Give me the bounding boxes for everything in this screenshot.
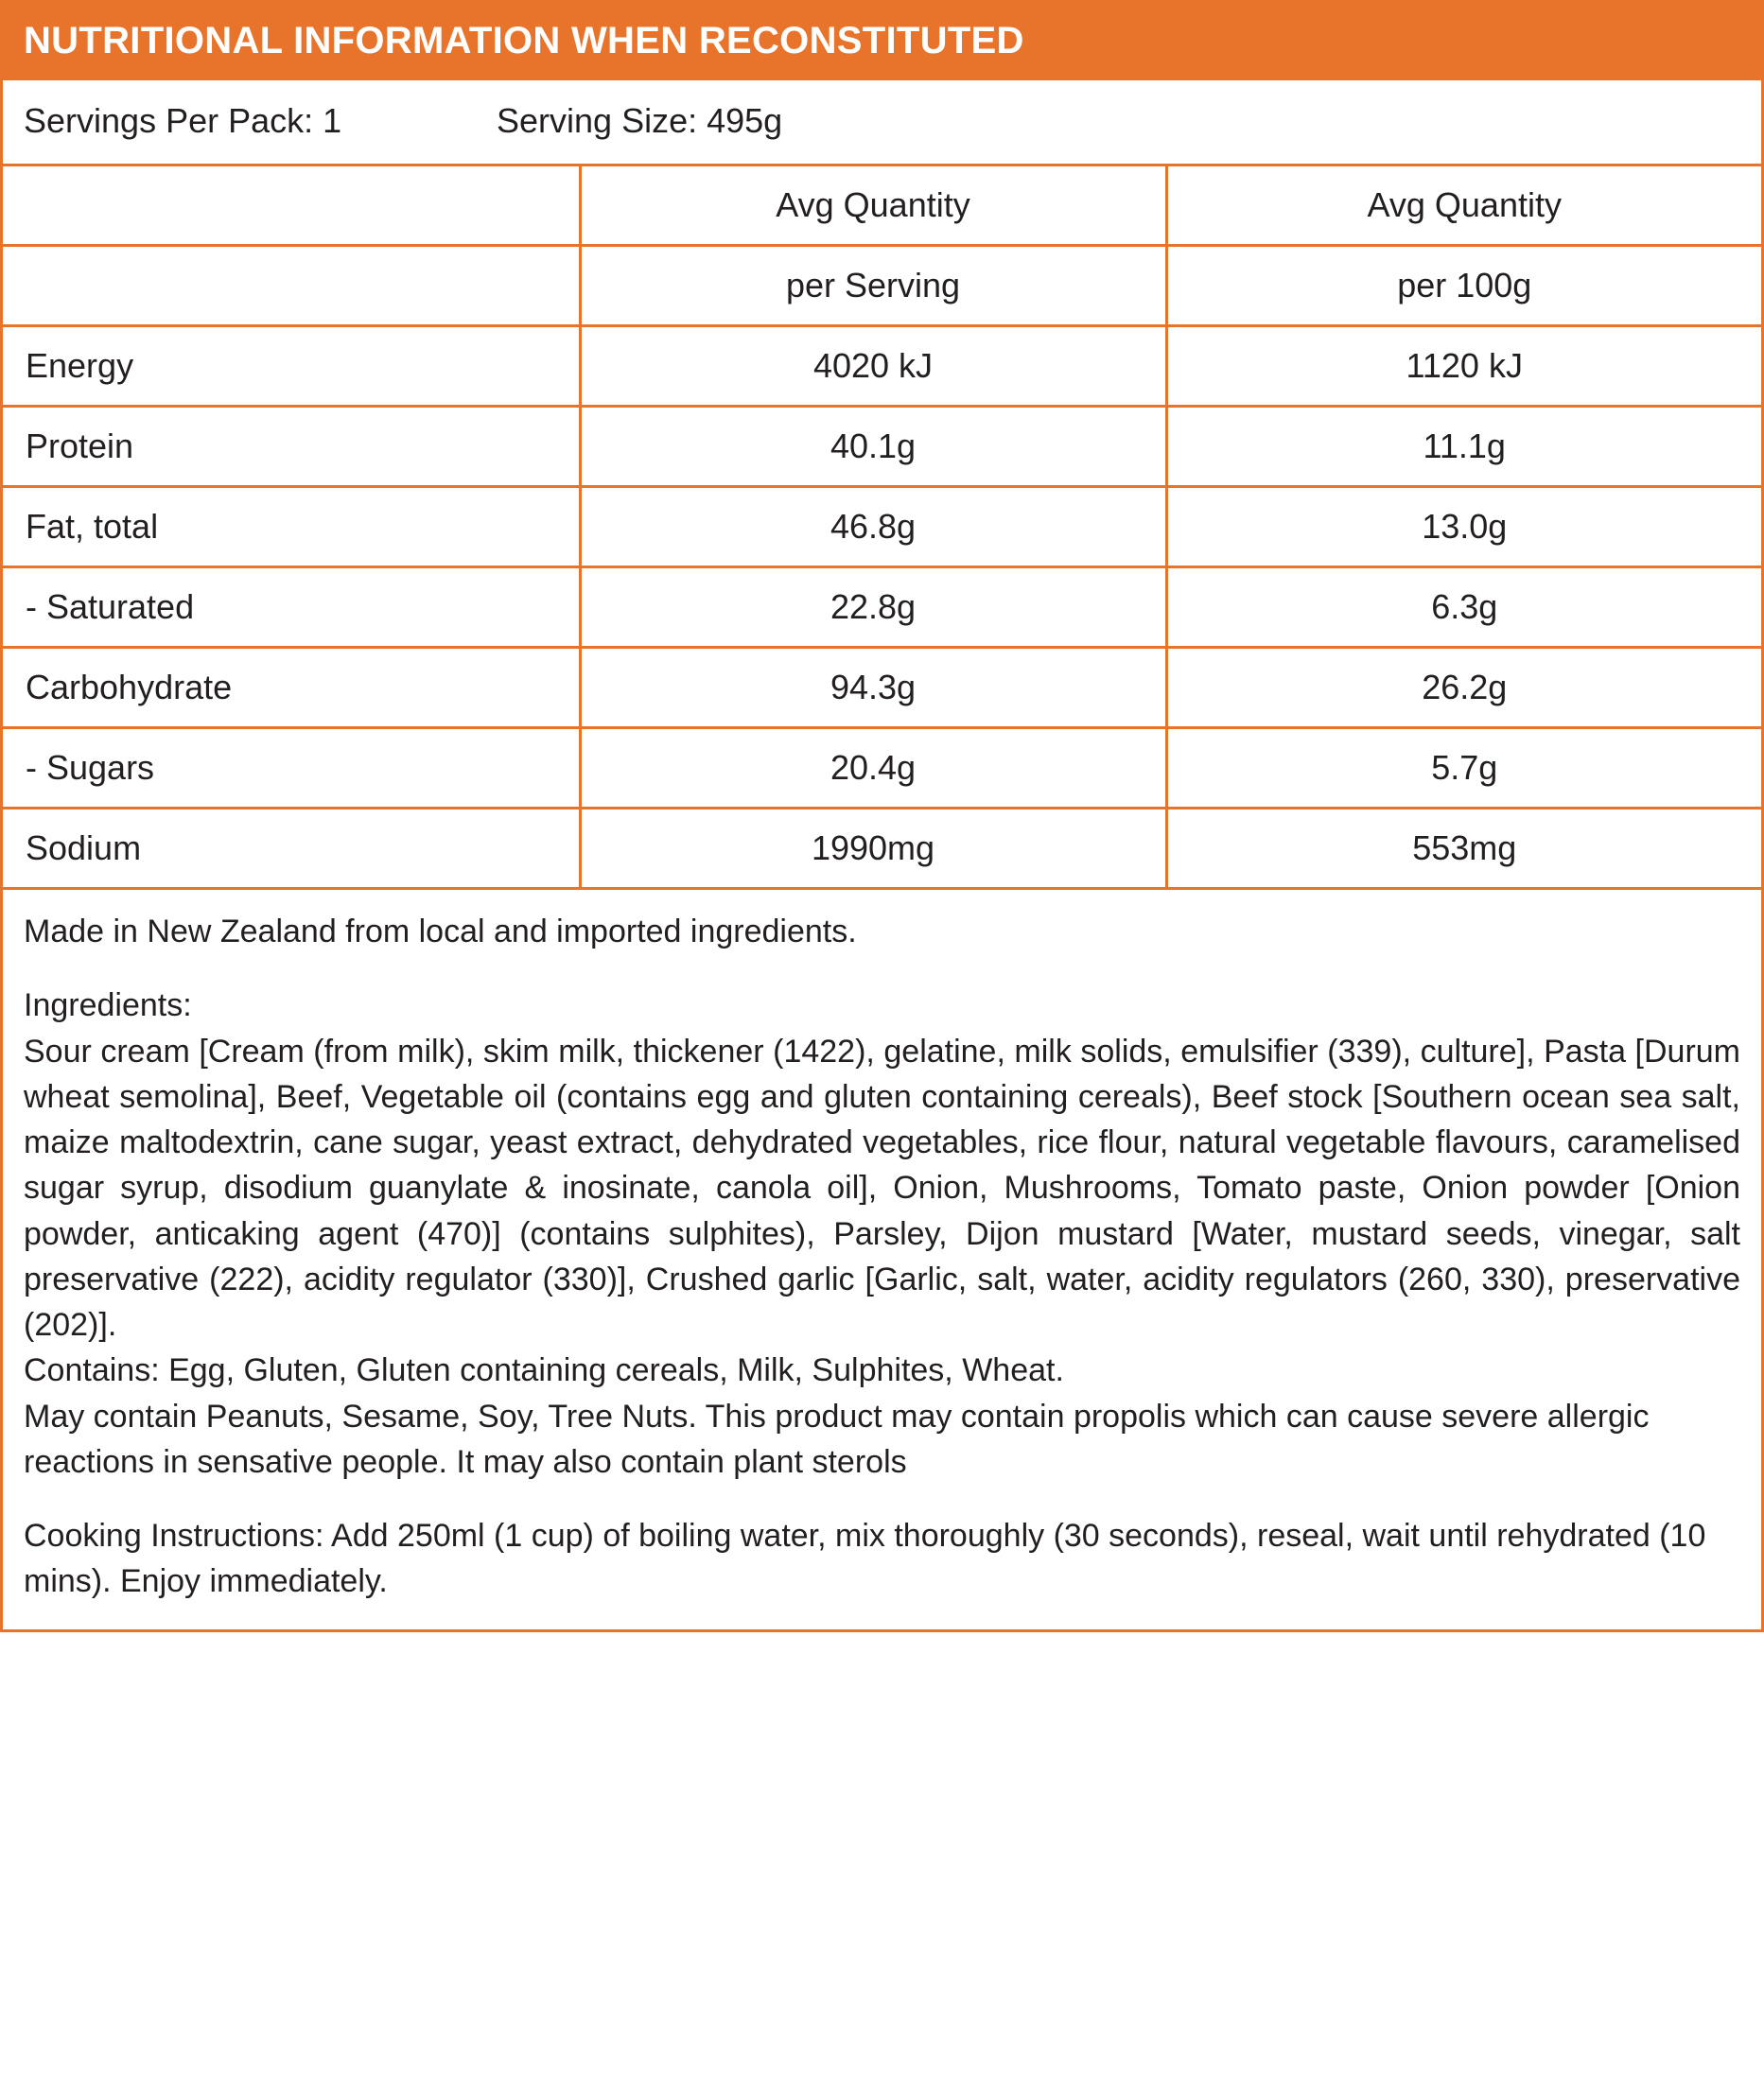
row-label: - Sugars <box>3 728 580 809</box>
header-cell-blank-2 <box>3 246 580 326</box>
table-row <box>3 487 1761 567</box>
row-label: Carbohydrate <box>3 648 580 728</box>
row-value-per-serving: 40.1g <box>580 407 1166 487</box>
may-contain-statement: May contain Peanuts, Sesame, Soy, Tree Nuts. This product may contain propolis which can cause severe allergic reactions in sensative people. It may also contain plant sterols <box>24 1398 1650 1480</box>
table-row <box>3 326 1761 407</box>
table-row <box>3 809 1761 888</box>
origin-statement: Made in New Zealand from local and imported ingredients. <box>24 914 857 949</box>
table-header-row-1 <box>3 166 1761 246</box>
row-value-per-100g: 11.1g <box>1166 407 1761 487</box>
row-value-per-serving: 22.8g <box>580 567 1166 648</box>
header-cell-avg-quantity-serving: Avg Quantity <box>580 166 1166 246</box>
row-value-per-serving: 1990mg <box>580 809 1166 888</box>
table-row <box>3 407 1761 487</box>
row-label: Fat, total <box>3 487 580 567</box>
row-value-per-serving: 20.4g <box>580 728 1166 809</box>
row-value-per-100g: 6.3g <box>1166 567 1761 648</box>
serving-size: Serving Size: 495g <box>497 101 783 140</box>
row-label: Sodium <box>3 809 580 888</box>
row-value-per-serving: 94.3g <box>580 648 1166 728</box>
row-label: Protein <box>3 407 580 487</box>
header-cell-avg-quantity-100g: Avg Quantity <box>1166 166 1761 246</box>
ingredients-text: Sour cream [Cream (from milk), skim milk, thickener (1422), gelatine, milk solids, emulsifier (339), culture], Pasta [Durum wheat semolina], Beef, Vegetable oil (contains egg and gluten containing cereals), Beef stock [Southern ocean sea salt, maize maltodextrin, cane sugar, yeast extract, dehydrated vegetables, rice flour, natural vegetable flavours, caramelised sugar syrup, disodium guanylate & inosinate, canola oil], Onion, Mushrooms, Tomato paste, Onion powder [Onion powder, anticaking agent (470)] (contains sulphites), Parsley, Dijon mustard [Water, mustard seeds, vinegar, salt preservative (222), acidity regulator (330)], Crushed garlic [Garlic, salt, water, acidity regulators (260, 330), preservative (202)]. <box>24 1033 1740 1344</box>
table-row <box>3 728 1761 809</box>
row-value-per-100g: 553mg <box>1412 828 1517 867</box>
ingredients-heading: Ingredients: <box>24 987 192 1024</box>
table-row <box>3 648 1761 728</box>
row-value-per-100g: 13.0g <box>1166 487 1761 567</box>
header-cell-per-100g: per 100g <box>1166 246 1761 326</box>
cooking-instructions: Cooking Instructions: Add 250ml (1 cup) of boiling water, mix thoroughly (30 seconds), reseal, wait until rehydrated (10 mins). Enjoy immediately. <box>24 1518 1706 1600</box>
product-info-block <box>3 890 1761 1629</box>
row-value-per-100g: 5.7g <box>1166 728 1761 809</box>
row-value-per-100g: 1120 kJ <box>1166 326 1761 407</box>
servings-per-pack: Servings Per Pack: 1 <box>24 101 342 140</box>
row-label: - Saturated <box>3 567 580 648</box>
servings-row <box>3 80 1761 166</box>
nutrition-table-wrapper <box>3 166 1761 890</box>
row-value-per-serving: 46.8g <box>580 487 1166 567</box>
contains-statement: Contains: Egg, Gluten, Gluten containing cereals, Milk, Sulphites, Wheat. <box>24 1352 1064 1389</box>
row-value-per-100g: 26.2g <box>1166 648 1761 728</box>
table-row <box>3 567 1761 648</box>
header-cell-per-serving: per Serving <box>580 246 1166 326</box>
nutrition-table <box>3 166 1761 887</box>
page-title: NUTRITIONAL INFORMATION WHEN RECONSTITUTED <box>3 3 1761 80</box>
row-value-per-serving: 4020 kJ <box>580 326 1166 407</box>
header-cell-blank <box>3 166 580 246</box>
row-label: Energy <box>3 326 580 407</box>
table-header-row-2 <box>3 246 1761 326</box>
